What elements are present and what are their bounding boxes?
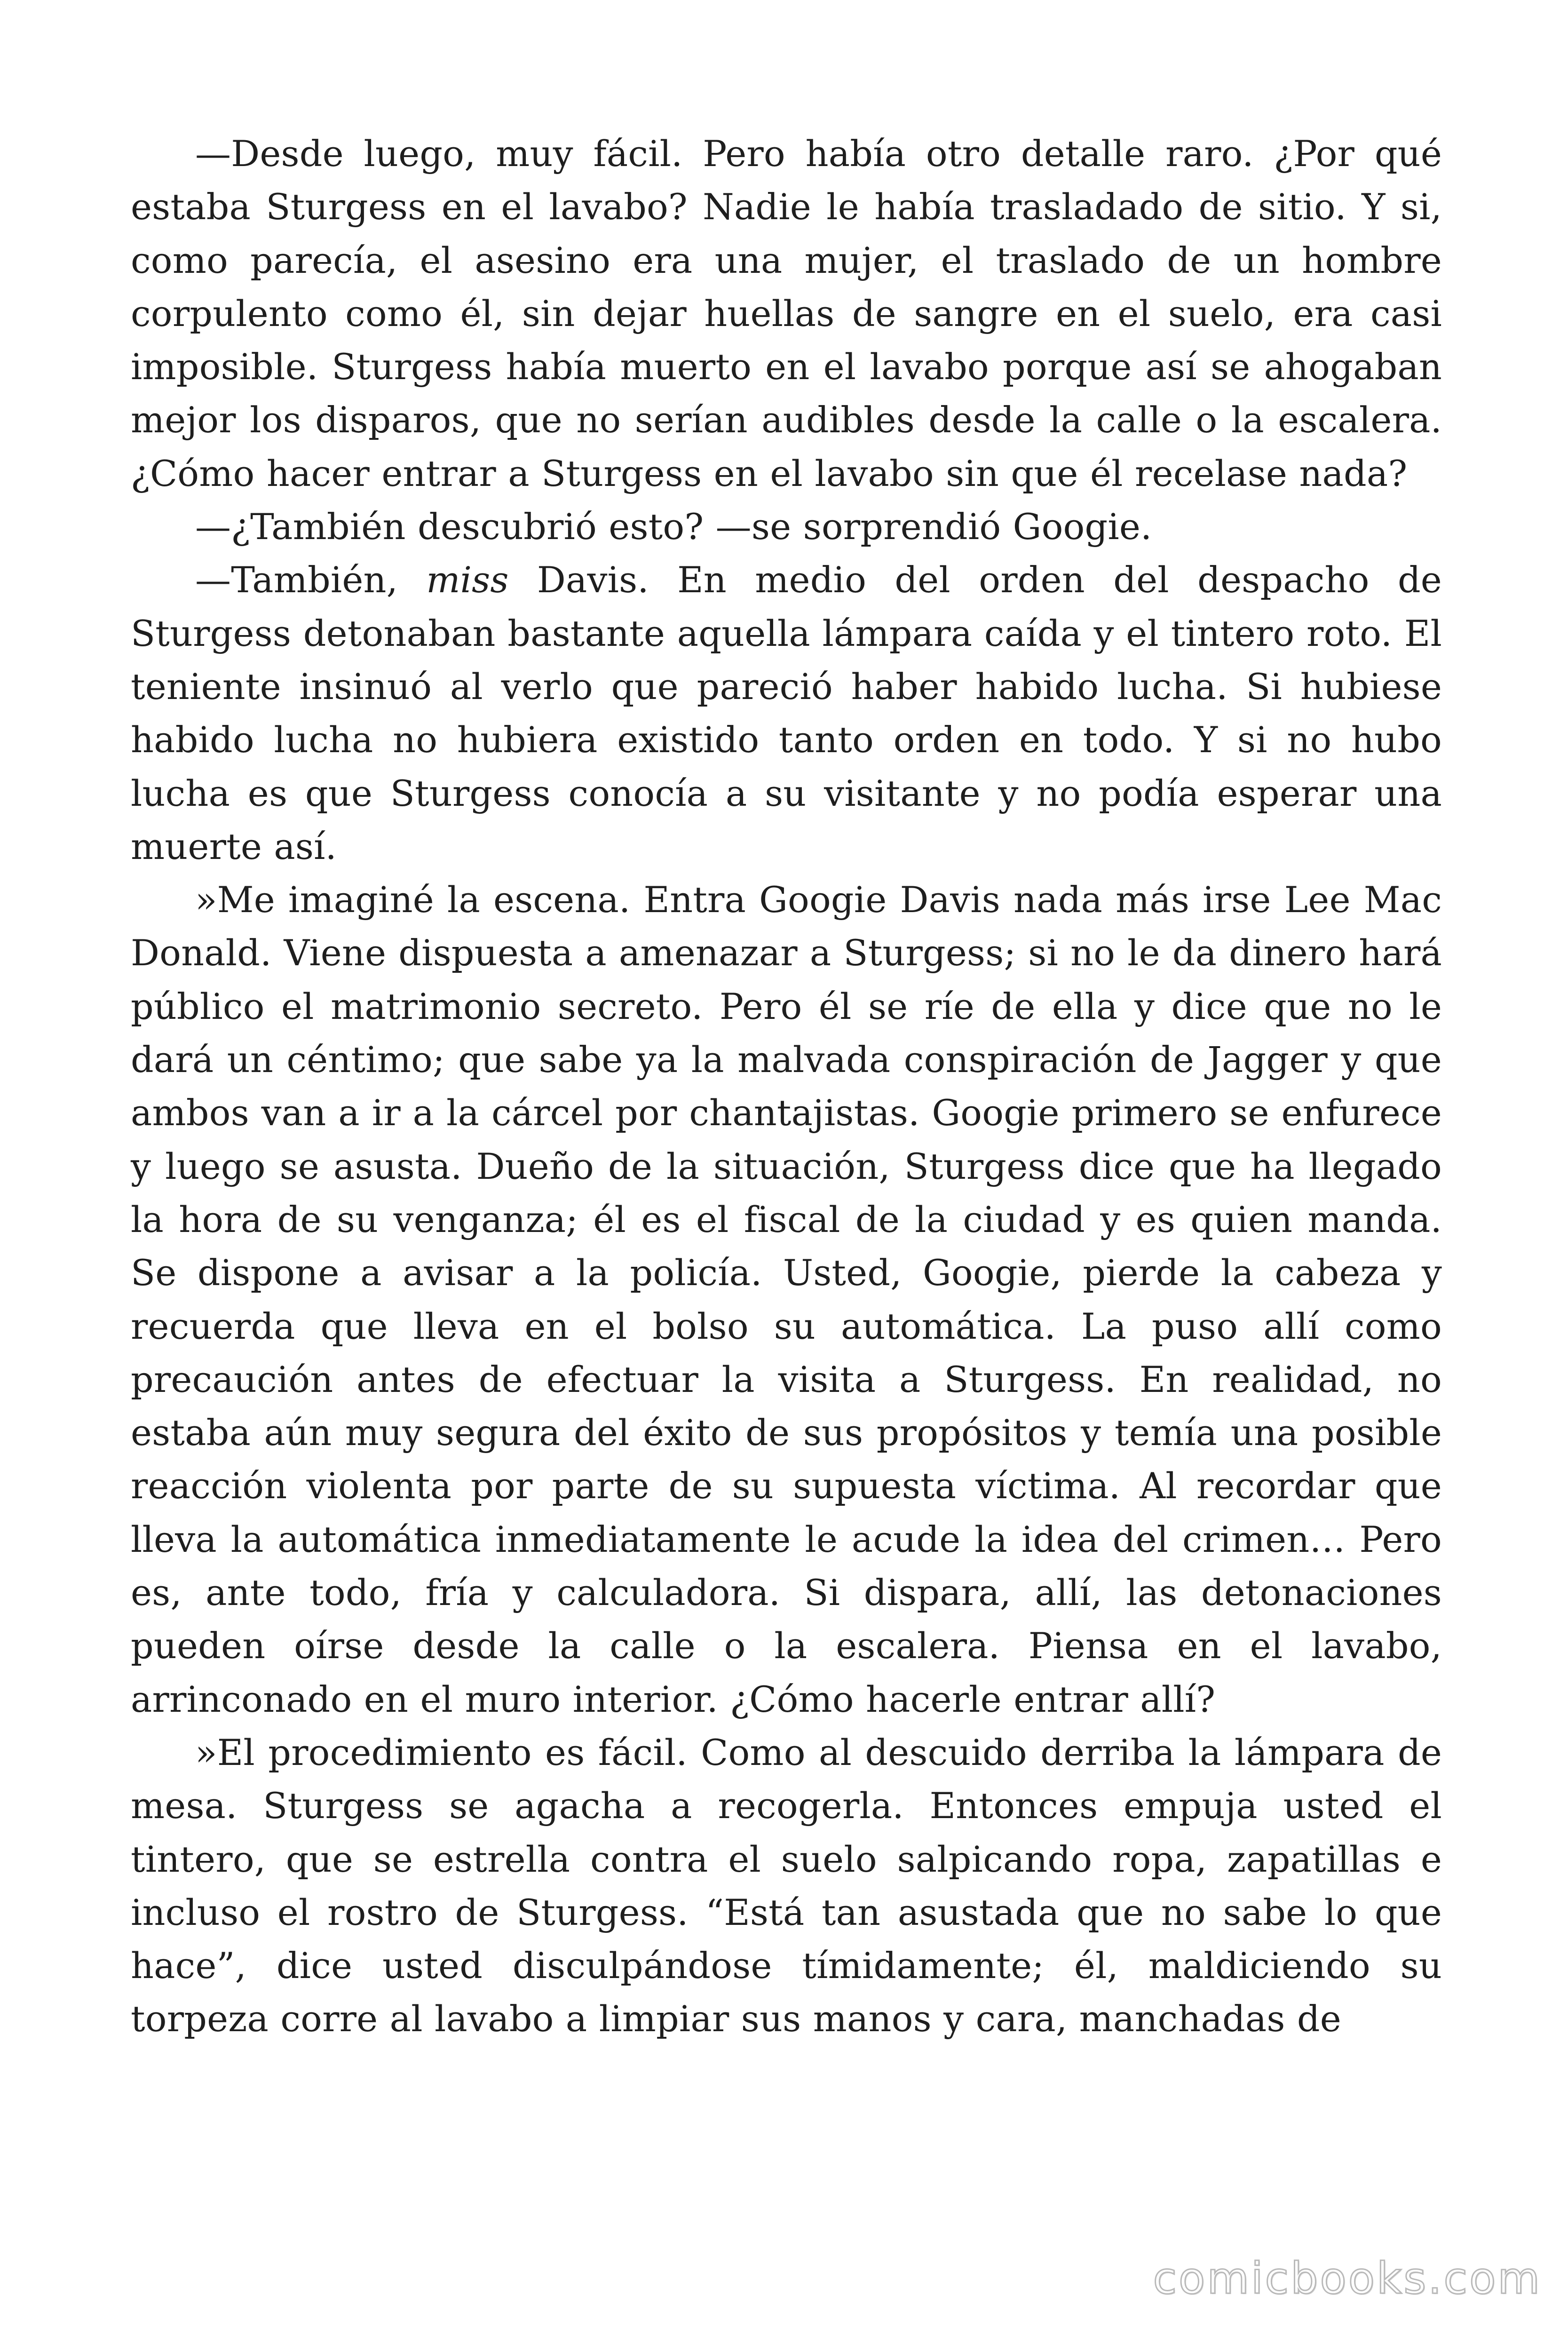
paragraph-3-start: —También, (195, 559, 427, 601)
paragraph-1: —Desde luego, muy fácil. Pero había otro detalle raro. ¿Por qué estaba Sturgess en el lavabo? Nadie le había trasladado de sitio. Y si, como parecía, el asesino era una mujer, el traslado de un hombre corpulento como él, sin dejar huellas de sangre en el suelo, era casi imposible. Sturgess había muerto en el lavabo porque así se ahogaban mejor los disparos, que no serían audibles desde la calle o la escalera. ¿Cómo hacer entrar a Sturgess en el lavabo sin que él recelase nada? (131, 133, 1442, 494)
paragraph-2: —¿También descubrió esto? —se sorprendió Googie. (195, 506, 1152, 548)
italic-word: miss (426, 559, 509, 601)
paragraph-3 (131, 553, 1442, 873)
paragraph-4: »Me imaginé la escena. Entra Googie Davis nada más irse Lee Mac Donald. Viene dispuesta a amenazar a Sturgess; si no le da dinero hará público el matrimonio secreto. Pero él se ríe de ella y dice que no le dará un céntimo; que sabe ya la malvada conspiración de Jagger y que ambos van a ir a la cárcel por chantajistas. Googie primero se enfurece y luego se asusta. Dueño de la situación, Sturgess dice que ha llegado la hora de su venganza; él es el fiscal de la ciudad y es quien manda. Se dispone a avisar a la policía. Usted, Googie, pierde la cabeza y recuerda que lleva en el bolso su automática. La puso allí como precaución antes de efectuar la visita a Sturgess. En realidad, no estaba aún muy segura del éxito de sus propósitos y temía una posible reacción violenta por parte de su supuesta víctima. Al recordar que lleva la automática inmediatamente le acude la idea del crimen… Pero es, ante todo, fría y calculadora. Si dispara, allí, las detonaciones pueden oírse desde la calle o la escalera. Piensa en el lavabo, arrinconado en el muro interior. ¿Cómo hacerle entrar allí? (131, 879, 1442, 1720)
watermark-text: comicbooks.com (1153, 2253, 1542, 2304)
page-body (131, 127, 1442, 2046)
paragraph-3-rest: Davis. En medio del orden del despacho de Sturgess detonaban bastante aquella lámpara caída y el tintero roto. El teniente insinuó al verlo que pareció haber habido lucha. Si hubiese habido lucha no hubiera existido tanto orden en todo. Y si no hubo lucha es que Sturgess conocía a su visitante y no podía esperar una muerte así. (131, 559, 1442, 867)
paragraph-5: »El procedimiento es fácil. Como al descuido derriba la lámpara de mesa. Sturgess se agacha a recogerla. Entonces empuja usted el tintero, que se estrella contra el suelo salpicando ropa, zapatillas e incluso el rostro de Sturgess. “Está tan asustada que no sabe lo que hace”, dice usted disculpándose tímidamente; él, maldiciendo su torpeza corre al lavabo a limpiar sus manos y cara, manchadas de (131, 1731, 1442, 2040)
